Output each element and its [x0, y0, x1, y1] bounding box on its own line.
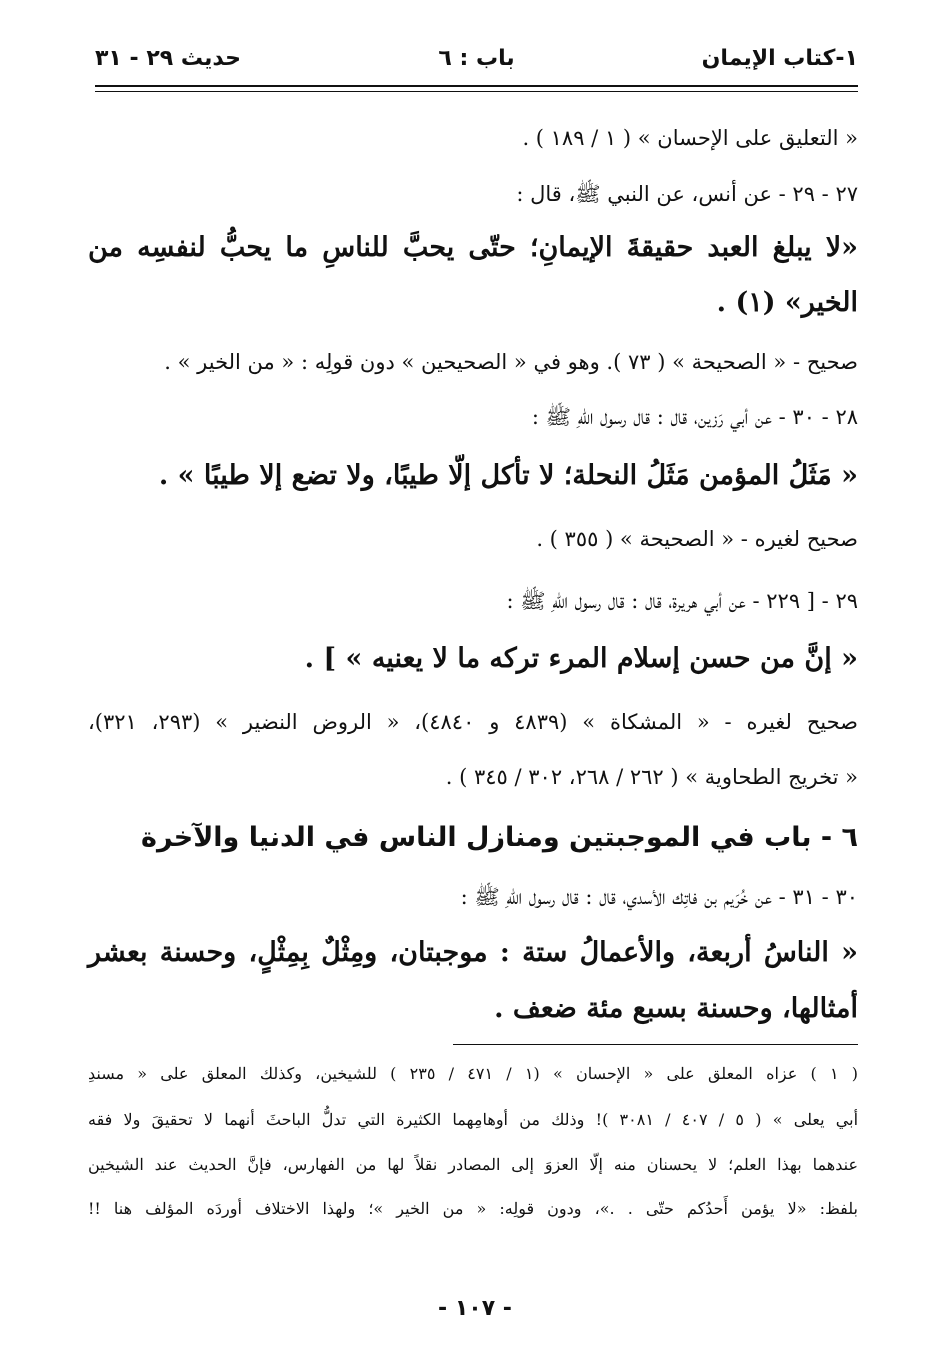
chapter-label: باب : ٦ [438, 46, 515, 71]
grading-line: صحيح لغيره - « الصحيحة » ( ٣٥٥ ) . [536, 527, 858, 551]
hadith-text: « إنَّ من حسن إسلام المرء تركه ما لا يعنيه » ] . [304, 643, 858, 674]
footnote-line: عندهما بهذا العلم؛ لا يحسنان منه إلّا العزوَ إلى المصادر نقلاً لها من الفهارس، فإنَّ الحديث عند الشيخين [88, 1155, 858, 1174]
hadith-text: « مَثَلُ المؤمن مَثَلُ النحلة؛ لا تأكل إلّا طيبًا، ولا تضع إلا طيبًا » . [158, 460, 858, 491]
hadith-heading: ٢٩ - [ ٢٢٩ - عن أبي هريرة، قال : قال رسول اللهِ ﷺ : [506, 589, 858, 613]
grading-line: صحيح - « الصحيحة » ( ٧٣ ). وهو في « الصحيحين » دون قولِه : « من الخير » . [164, 350, 858, 374]
hadith-text: «لا يبلغ العبد حقيقةَ الإيمانِ؛ حتّى يحبَّ للناسِ ما يحبُّ لنفسِه من [88, 232, 858, 263]
book-title: ١-كتاب الإيمان [701, 46, 858, 71]
footnote-line: أبي يعلى » ( ٥ / ٤٠٧ / ٣٠٨١ )! وذلك من أوهامِهما الكثيرة التي تدلُّ الباحثَ أنهما لا تحقيقَ ولا فقه [88, 1110, 859, 1129]
grading-line: صحيح لغيره - « المشكاة » (٤٨٣٩ و ٤٨٤٠)، « الروض النضير » (٢٩٣، ٣٢١)، [88, 710, 858, 734]
hadith-heading: ٢٨ - ٣٠ - عن أبي رَزين، قال : قال رسول اللهِ ﷺ : [531, 405, 858, 429]
hadith-heading: ٢٧ - ٢٩ - عن أنس، عن النبي ﷺ، قال : [516, 182, 858, 206]
hadith-heading: ٣٠ - ٣١ - عن خُرَيم بن فاتِك الأسدي، قال : قال رسول اللهِ ﷺ : [460, 885, 858, 909]
footnote-line: ( ١ ) عزاه المعلق على « الإحسان » (١ / ٤٧١ / ٢٣٥ ) للشيخين، وكذلك المعلق على « مسندِ [88, 1064, 859, 1083]
footnote-rule [453, 1044, 858, 1045]
page-number: - ١٠٧ - [438, 1296, 512, 1321]
hadith-range: حديث ٢٩ - ٣١ [95, 46, 241, 71]
header-rule-thick [95, 85, 858, 87]
header-rule-thin [95, 91, 858, 92]
grading-line: « تخريج الطحاوية » ( ٢٦٢ / ٢٦٨، ٣٠٢ / ٣٤٥ ) . [445, 765, 858, 789]
hadith-text: « الناسُ أربعة، والأعمالُ ستة : موجبتان، ومِثْلٌ بِمِثْلٍ، وحسنة بعشر [88, 937, 858, 968]
running-header [95, 40, 858, 80]
chapter-heading: ٦ - باب في الموجبتين ومنازل الناس في الدنيا والآخرة [141, 822, 858, 853]
hadith-text: الخير» (١) . [716, 287, 858, 318]
hadith-text: أمثالها، وحسنة بسبع مئة ضعف . [494, 993, 858, 1024]
footnote-line: بلفظ: «لا يؤمن أَحدُكم حتّى . .»، ودون قولِه: « من الخير »؛ ولهذا الاختلاف أوردَه المؤلف هنا !! [88, 1199, 858, 1218]
text-line: « التعليق على الإحسان » ( ١ / ١٨٩ ) . [522, 126, 858, 150]
